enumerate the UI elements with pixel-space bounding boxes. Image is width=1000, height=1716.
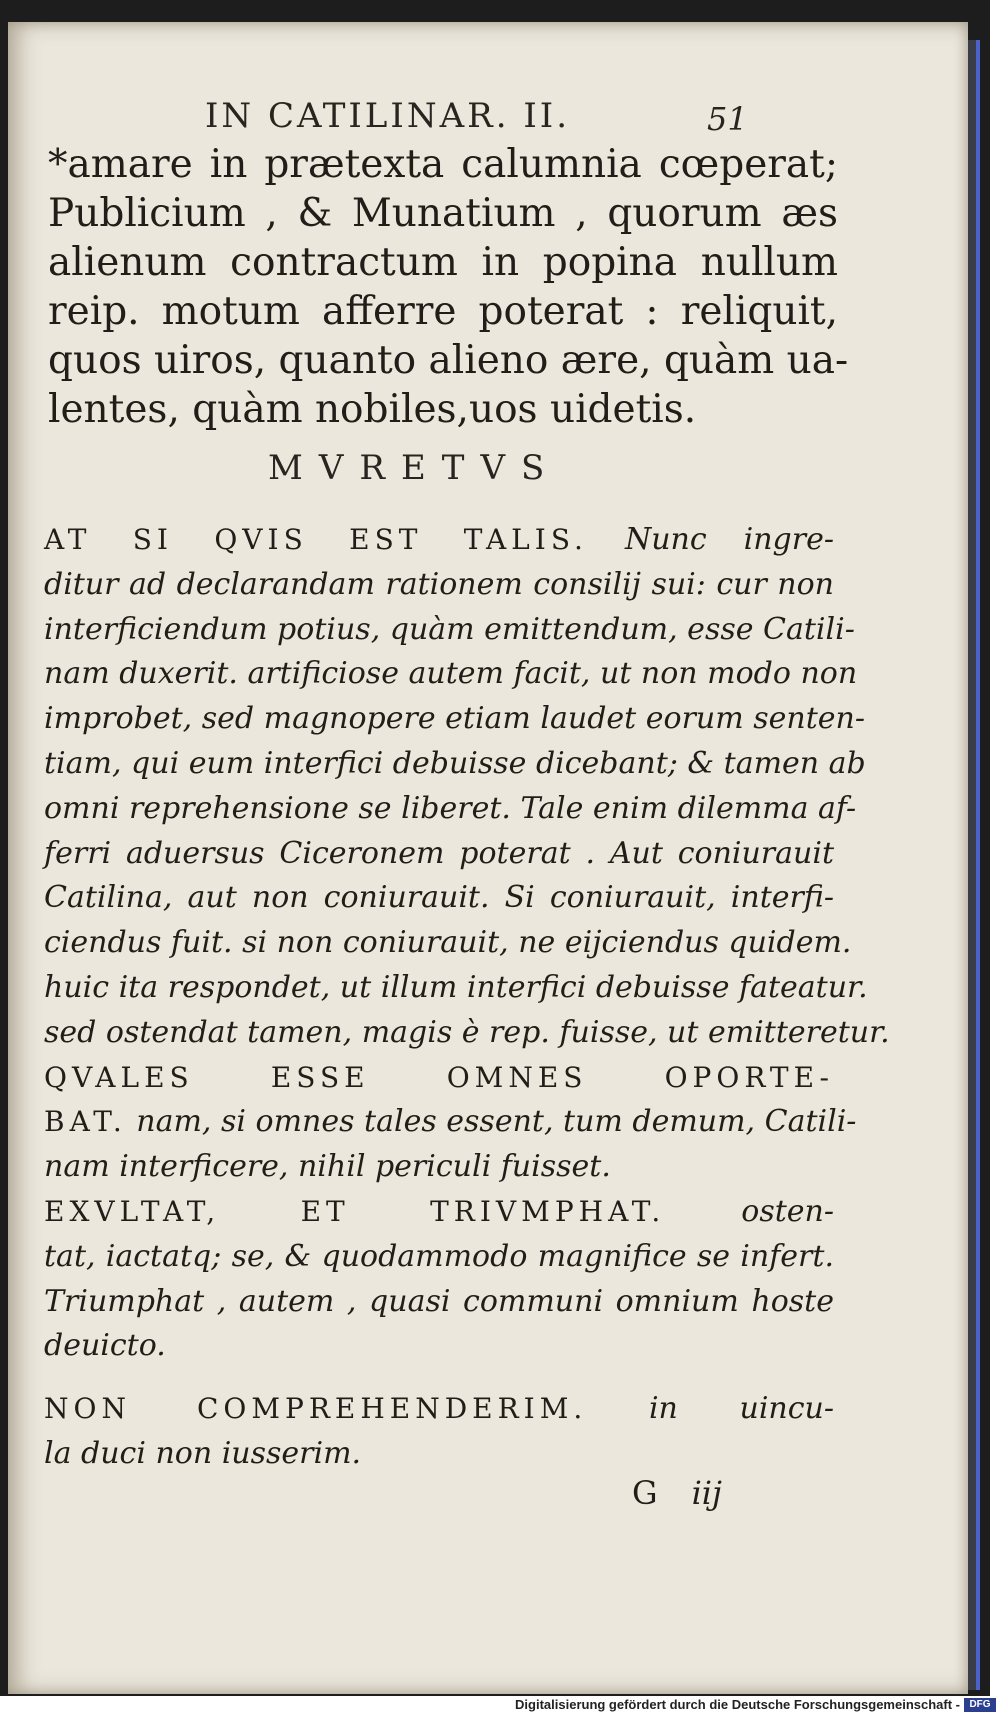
signature-number: iij bbox=[691, 1474, 722, 1512]
commentary-line: deuicto. bbox=[44, 1328, 166, 1364]
commentary-line: tat, iactatq; se, & quodammodo magnifice se infert. bbox=[44, 1238, 834, 1274]
commentary-line: improbet, sed magnopere etiam laudet eorum senten- bbox=[44, 701, 865, 737]
commentary-line: ditur ad declarandam rationem consilij sui: cur non bbox=[44, 566, 834, 602]
commentary-line: sed ostendat tamen, magis è rep. fuisse, ut emitteretur. bbox=[44, 1014, 890, 1050]
lemma: AT SI QVIS EST TALIS. bbox=[44, 523, 588, 556]
lemma: NON COMPREHENDERIM. bbox=[44, 1392, 588, 1426]
commentary-line bbox=[44, 518, 834, 563]
commentary-line bbox=[44, 1387, 834, 1432]
commentary-line bbox=[44, 1100, 857, 1145]
commentary-line: Triumphat , autem , quasi communi omnium hoste bbox=[44, 1283, 834, 1319]
commentary-line: nam interficere, nihil periculi fuisset. bbox=[44, 1149, 611, 1185]
running-head-title: IN CATILINAR. II. bbox=[205, 96, 571, 136]
oration-text bbox=[48, 140, 849, 434]
signature-mark bbox=[632, 1474, 722, 1512]
oration-line: quos uiros, quanto alieno ære, quàm ua- bbox=[48, 338, 849, 383]
oration-line: lentes, quàm nobiles,uos uidetis. bbox=[48, 387, 697, 432]
oration-line: reip. motum afferre poterat : reliquit, bbox=[48, 289, 838, 334]
color-calibration-strip bbox=[976, 40, 980, 1690]
commentary-line: la duci non iusserim. bbox=[44, 1435, 362, 1471]
oration-line: Publicium , & Munatium , quorum æs bbox=[48, 191, 838, 236]
commentary-fragment: in uincu- bbox=[648, 1391, 834, 1427]
oration-line: *amare in prætexta calumnia cœperat; bbox=[48, 142, 838, 187]
commentary-line: Catilina, aut non coniurauit. Si coniurauit, interfi- bbox=[44, 880, 834, 916]
commentary-line bbox=[44, 1056, 834, 1101]
dfg-logo: DFG bbox=[964, 1698, 996, 1712]
commentary-heading: MVRETVS bbox=[268, 448, 561, 488]
commentary-line: huic ita respondet, ut illum interfici debuisse fateatur. bbox=[44, 969, 868, 1005]
commentary-line: nam duxerit. artificiose autem facit, ut non modo non bbox=[44, 656, 858, 692]
commentary-line: interficiendum potius, quàm emittendum, esse Catili- bbox=[44, 611, 855, 647]
lemma: BAT. bbox=[44, 1105, 127, 1139]
commentary-line: tiam, qui eum interfici debuisse dicebant; & tamen ab bbox=[44, 745, 866, 781]
commentary-fragment: nam, si omnes tales essent, tum demum, Catili- bbox=[136, 1104, 857, 1140]
commentary-line: ciendus fuit. si non coniurauit, ne eijciendus quidem. bbox=[44, 925, 852, 961]
oration-line: alienum contractum in popina nullum bbox=[48, 240, 838, 285]
commentary-line bbox=[44, 1190, 834, 1235]
signature-letter: G bbox=[632, 1474, 658, 1512]
commentary-fragment: osten- bbox=[741, 1193, 834, 1229]
commentary-text bbox=[44, 518, 890, 1477]
commentary-fragment: Nunc ingre- bbox=[624, 522, 834, 557]
lemma: EXVLTAT, ET TRIVMPHAT. bbox=[44, 1194, 666, 1228]
commentary-line: omni reprehensione se liberet. Tale enim dilemma af- bbox=[44, 790, 857, 826]
funding-credit: Digitalisierung gefördert durch die Deutsche Forschungsgemeinschaft - bbox=[515, 1697, 960, 1712]
paragraph-gap bbox=[44, 1369, 834, 1387]
page-number: 51 bbox=[707, 100, 748, 138]
commentary-line: ferri aduersus Ciceronem poterat . Aut coniurauit bbox=[44, 835, 834, 871]
lemma: QVALES ESSE OMNES OPORTE- bbox=[44, 1060, 834, 1094]
